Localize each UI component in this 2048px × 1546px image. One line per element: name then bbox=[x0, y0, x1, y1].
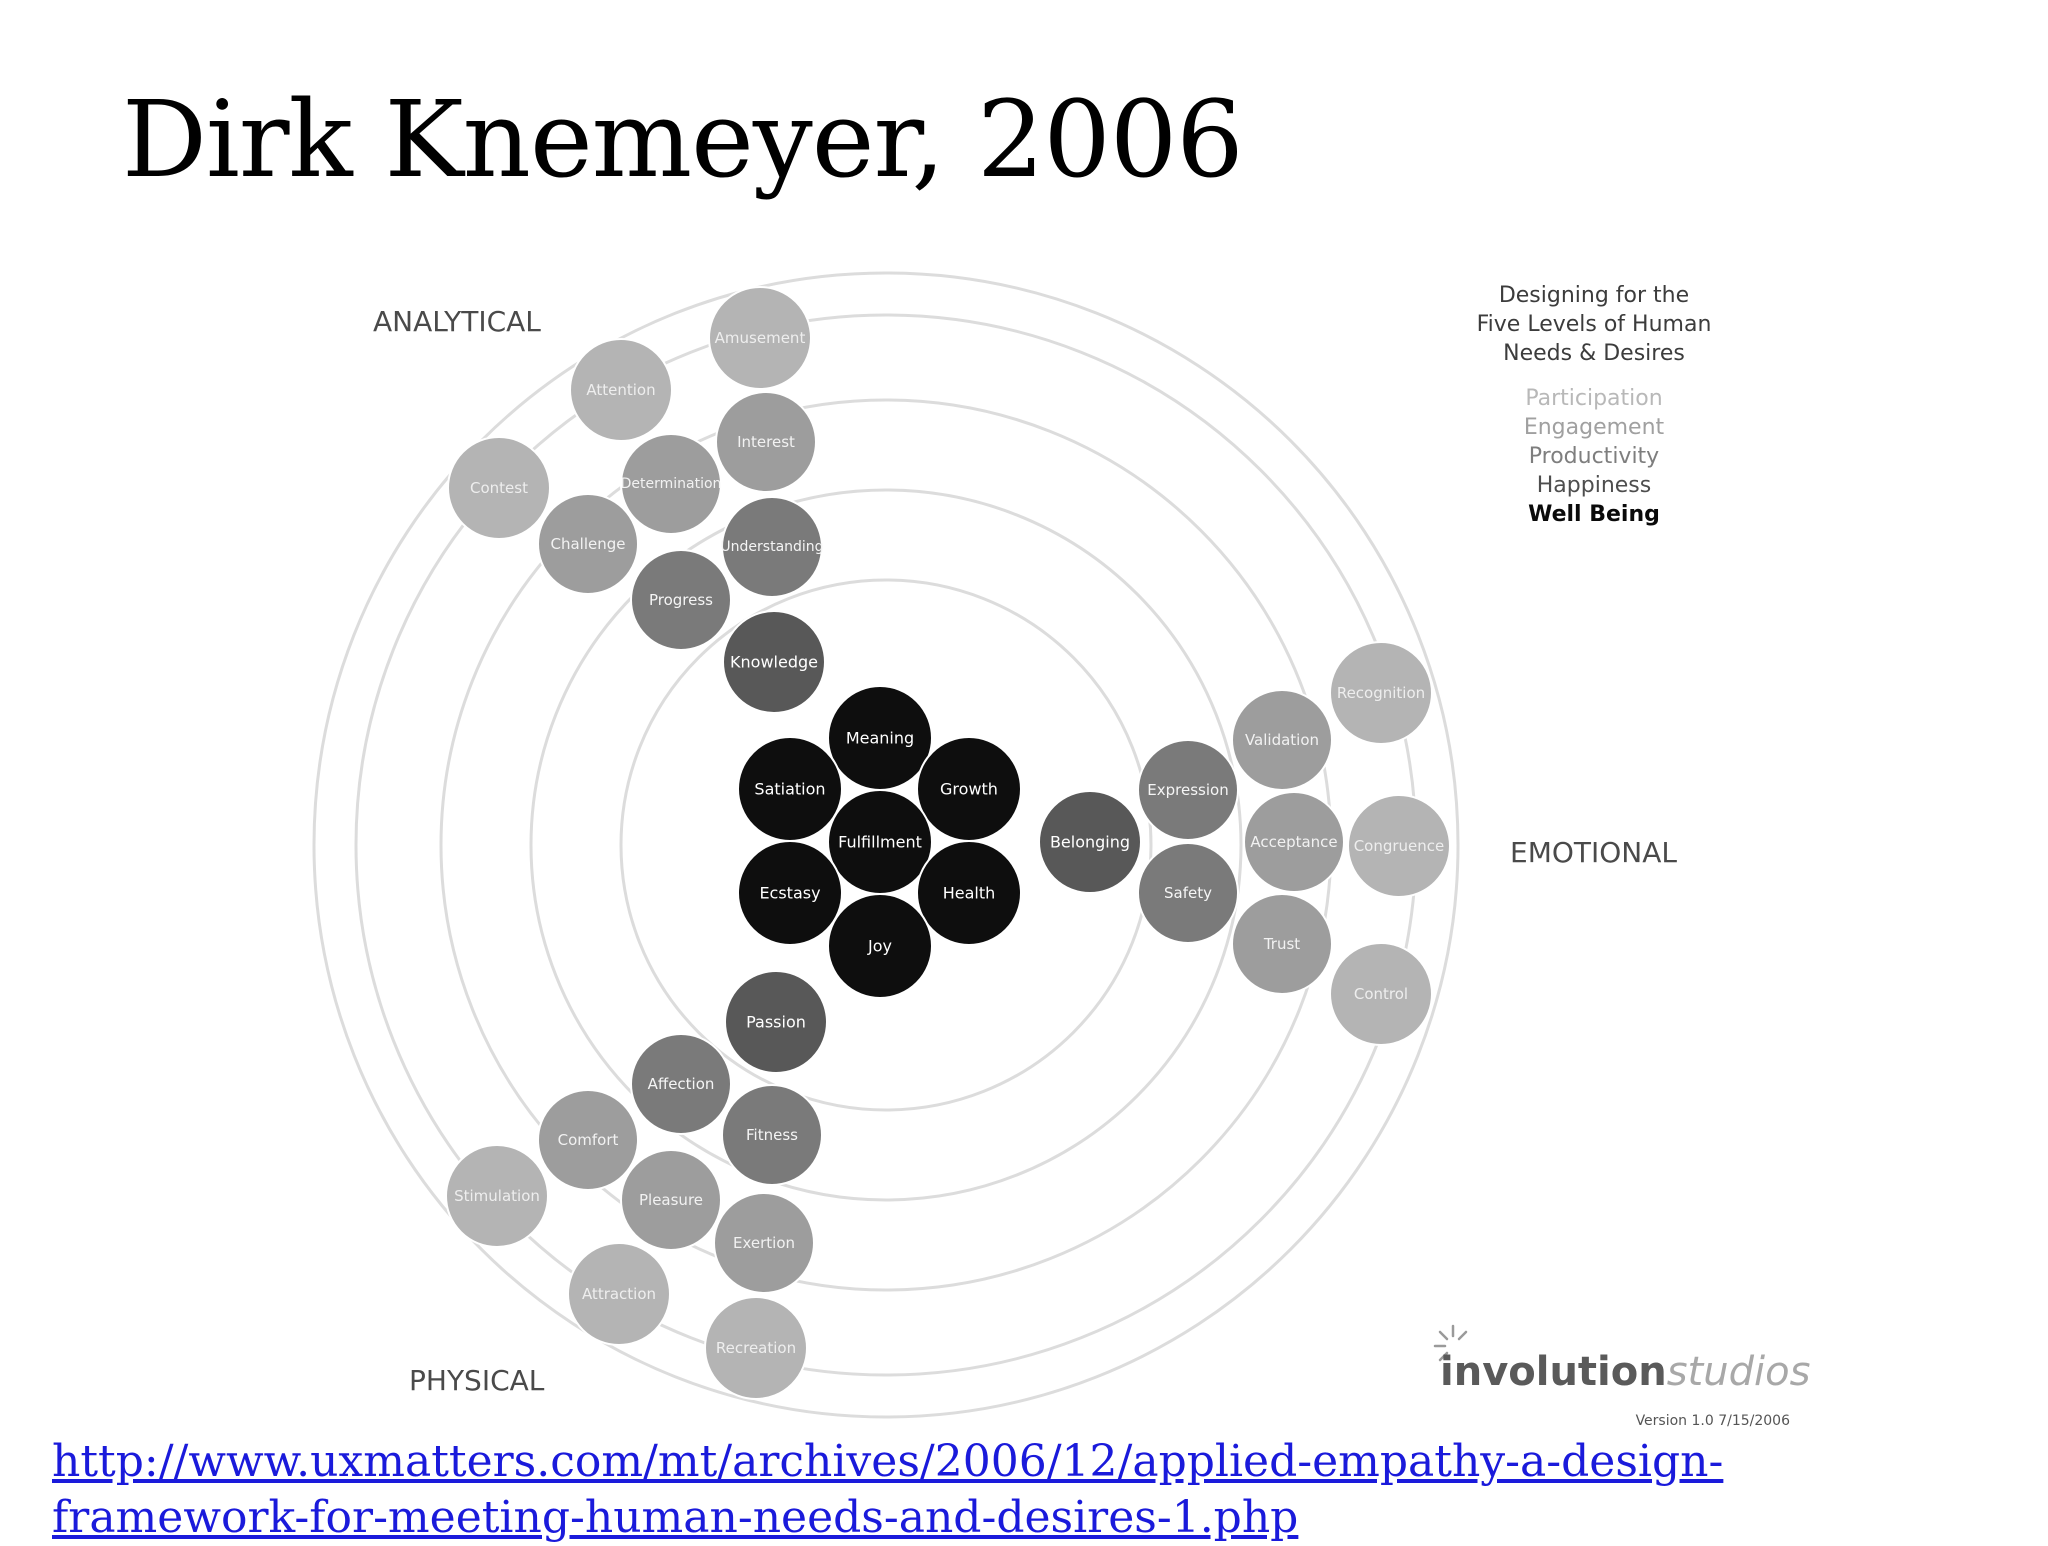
bubble-trust bbox=[1232, 894, 1332, 994]
bubble-progress bbox=[631, 550, 731, 650]
bubble-understanding bbox=[720, 497, 823, 597]
bubble-fitness bbox=[722, 1085, 822, 1185]
bubble-label-growth: Growth bbox=[940, 779, 998, 799]
legend bbox=[1477, 283, 1712, 527]
bubble-label-comfort: Comfort bbox=[557, 1131, 619, 1149]
category-emotional: EMOTIONAL bbox=[1510, 836, 1677, 869]
bubble-label-ecstasy: Ecstasy bbox=[759, 883, 821, 903]
bubble-expression bbox=[1138, 740, 1238, 840]
bubble-affection bbox=[631, 1034, 731, 1134]
source-link[interactable] bbox=[52, 1434, 1852, 1546]
involution-studios-logo bbox=[1435, 1326, 1810, 1429]
legend-heading-line1: Designing for the bbox=[1498, 283, 1690, 308]
bubble-label-attention: Attention bbox=[586, 381, 656, 399]
source-link-line2: framework-for-meeting-human-needs-and-desires-1.php bbox=[52, 1492, 1299, 1543]
bubble-label-health: Health bbox=[942, 883, 996, 903]
legend-heading-line2: Five Levels of Human bbox=[1476, 312, 1712, 337]
legend-level-happiness: Happiness bbox=[1536, 473, 1652, 498]
bubble-acceptance bbox=[1244, 792, 1344, 892]
bubble-label-joy: Joy bbox=[868, 936, 892, 956]
bubble-label-recreation: Recreation bbox=[715, 1339, 797, 1357]
category-physical: PHYSICAL bbox=[409, 1364, 545, 1397]
bubble-label-acceptance: Acceptance bbox=[1250, 833, 1338, 851]
logo-wordmark bbox=[1440, 1349, 1810, 1395]
slide-title: Dirk Knemeyer, 2006 bbox=[122, 78, 1243, 201]
bubble-label-knowledge: Knowledge bbox=[730, 652, 818, 672]
bubble-label-fulfillment: Fulfillment bbox=[838, 832, 922, 852]
bubble-label-trust: Trust bbox=[1263, 935, 1301, 953]
legend-heading-line3: Needs & Desires bbox=[1503, 341, 1685, 366]
bubble-fulfillment bbox=[828, 790, 932, 894]
bubble-belonging bbox=[1039, 791, 1141, 893]
bubble-control bbox=[1330, 943, 1432, 1045]
legend-level-engagement: Engagement bbox=[1523, 415, 1665, 440]
bubble-label-satiation: Satiation bbox=[754, 779, 826, 799]
bubble-joy bbox=[828, 894, 932, 998]
bubble-comfort bbox=[538, 1090, 638, 1190]
source-link-line1: http://www.uxmatters.com/mt/archives/2006/12/applied-empathy-a-design- bbox=[52, 1436, 1724, 1487]
bubble-ecstasy bbox=[738, 841, 842, 945]
bubble-label-belonging: Belonging bbox=[1049, 832, 1131, 852]
bubble-label-progress: Progress bbox=[648, 591, 714, 609]
bubble-interest bbox=[716, 392, 816, 492]
bubble-label-meaning: Meaning bbox=[845, 728, 915, 748]
bubble-label-challenge: Challenge bbox=[550, 535, 626, 553]
bubble-label-exertion: Exertion bbox=[732, 1234, 796, 1252]
bubble-label-attraction: Attraction bbox=[581, 1285, 657, 1303]
bubble-label-interest: Interest bbox=[737, 433, 795, 451]
bubble-meaning bbox=[828, 686, 932, 790]
bubble-amusement bbox=[709, 287, 811, 389]
bubble-label-fitness: Fitness bbox=[746, 1126, 798, 1144]
bubble-label-determination: Determination bbox=[620, 476, 722, 492]
bubble-contest bbox=[448, 437, 550, 539]
bubble-satiation bbox=[738, 737, 842, 841]
logo-version: Version 1.0 7/15/2006 bbox=[1635, 1413, 1790, 1429]
bubble-stimulation bbox=[446, 1145, 548, 1247]
bubble-label-amusement: Amusement bbox=[714, 329, 806, 347]
bubble-health bbox=[917, 841, 1021, 945]
bubble-label-contest: Contest bbox=[470, 479, 528, 497]
bubble-label-passion: Passion bbox=[746, 1012, 806, 1032]
logo-name-light: studios bbox=[1666, 1349, 1811, 1395]
legend-level-participation: Participation bbox=[1525, 386, 1663, 411]
bubble-knowledge bbox=[723, 611, 825, 713]
category-analytical: ANALYTICAL bbox=[373, 305, 541, 338]
bubble-label-pleasure: Pleasure bbox=[638, 1191, 704, 1209]
legend-level-wellbeing: Well Being bbox=[1528, 502, 1660, 527]
legend-level-productivity: Productivity bbox=[1528, 444, 1660, 469]
bubble-challenge bbox=[538, 494, 638, 594]
bubble-label-recognition: Recognition bbox=[1336, 684, 1426, 702]
bubble-safety bbox=[1138, 843, 1238, 943]
bubble-passion bbox=[725, 971, 827, 1073]
bubble-label-stimulation: Stimulation bbox=[454, 1187, 540, 1205]
bubble-label-affection: Affection bbox=[647, 1075, 715, 1093]
bubble-label-congruence: Congruence bbox=[1353, 837, 1445, 855]
bubble-attraction bbox=[568, 1243, 670, 1345]
bubble-validation bbox=[1232, 690, 1332, 790]
bubble-recreation bbox=[705, 1297, 807, 1399]
bubble-label-control: Control bbox=[1353, 985, 1409, 1003]
bubble-label-validation: Validation bbox=[1244, 731, 1320, 749]
need-bubbles bbox=[446, 287, 1450, 1399]
bubble-pleasure bbox=[621, 1150, 721, 1250]
bubble-exertion bbox=[714, 1193, 814, 1293]
bubble-attention bbox=[570, 339, 672, 441]
bubble-growth bbox=[917, 737, 1021, 841]
bubble-recognition bbox=[1330, 642, 1432, 744]
logo-name-bold: involution bbox=[1440, 1349, 1667, 1395]
bubble-label-understanding: Understanding bbox=[720, 539, 824, 555]
bubble-determination bbox=[621, 434, 722, 534]
bubble-label-safety: Safety bbox=[1164, 884, 1212, 902]
bubble-label-expression: Expression bbox=[1147, 781, 1229, 799]
bubble-congruence bbox=[1348, 795, 1450, 897]
